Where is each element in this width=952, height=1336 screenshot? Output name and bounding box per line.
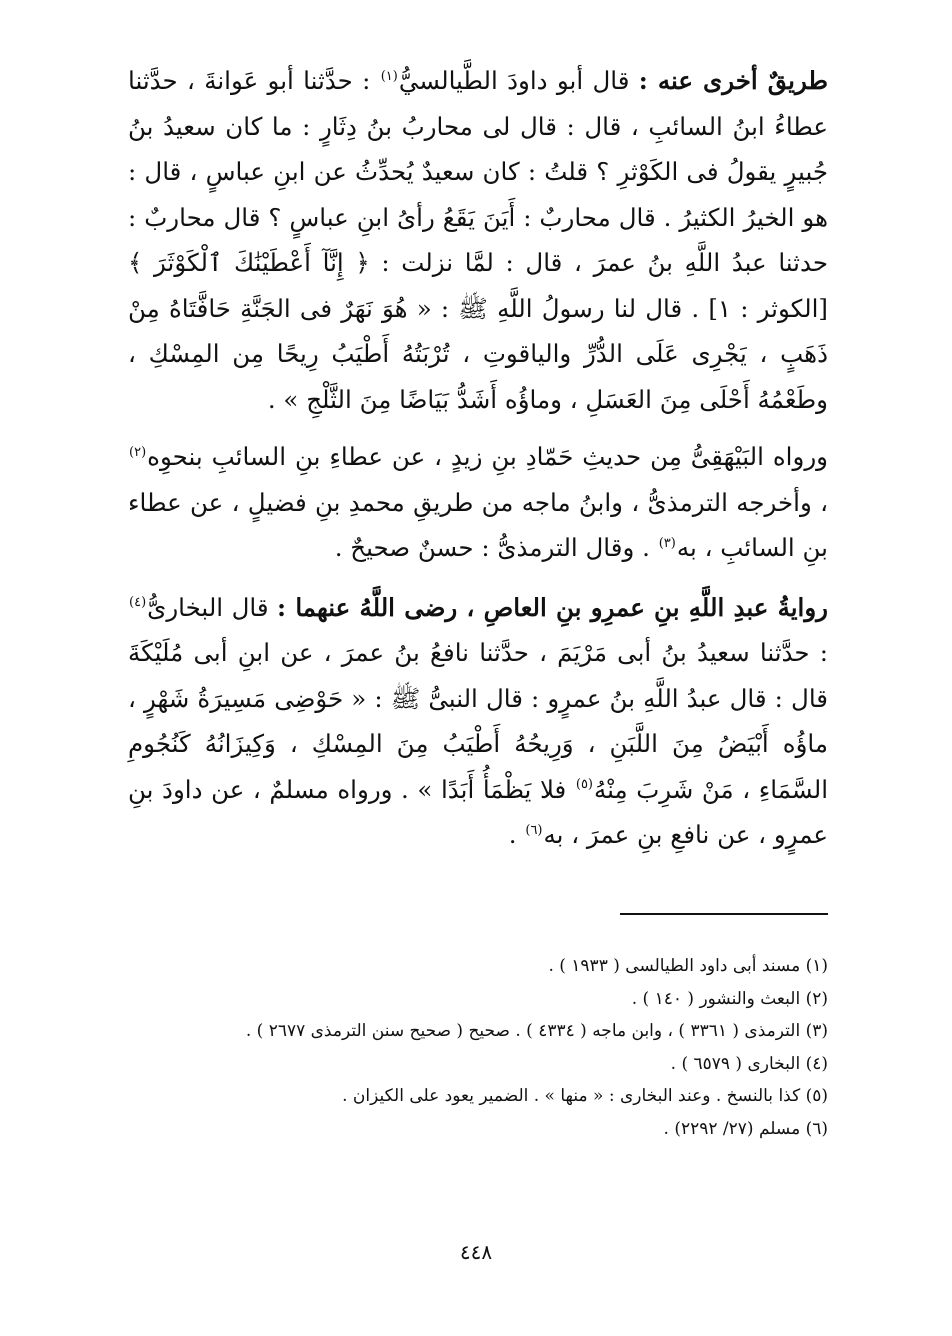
footnote-marker: (٢) — [129, 444, 147, 460]
section-heading: روايةُ عبدِ اللَّهِ بنِ عمرِو بنِ العاصِ ، رضى اللَّهُ عنهما : — [277, 592, 829, 622]
footnote-1: (١) مسند أبى داود الطيالسى ( ١٩٣٣ ) . — [548, 956, 828, 976]
paragraph-1 — [128, 58, 828, 422]
paragraph-2 — [128, 434, 828, 571]
footnote-separator — [620, 913, 828, 915]
footnotes — [120, 950, 828, 1145]
paragraph-text: : حدَّثنا أبو عَوانةَ ، حدَّثنا عطاءُ ابنُ السائبِ ، قال : قال لى محاربُ بنُ دِثَارٍ : ما كان سعيدُ بنُ جُبيرٍ يقولُ فى الكَوْثرِ ؟ قلتُ : كان سعيدٌ يُحدِّثُ عن ابنِ عباسٍ ، قال : هو الخيرُ الكثيرُ . قال محاربٌ : أَيَنَ يَقَعُ رأىُ ابنِ عباسٍ ؟ قال محاربٌ : حدثنا عبدُ اللَّهِ بنُ عمرَ ، قال : لمَّا نزلت : ﴿ إِنَّآ أَعْطَيْنَٰكَ ٱلْكَوْثَرَ ﴾ [الكوثر : ١] . قال لنا رسولُ اللَّهِ ﷺ : « هُوَ نَهَرٌ فى الجَنَّةِ حَافَّتَاهُ مِنْ ذَهَبٍ ، يَجْرِى عَلَى الدُّرِّ والياقوتِ ، تُرْبَتُهُ أَطْيَبُ رِيحًا مِن المِسْكِ ، وطَعْمُهُ أَحْلَى مِنَ العَسَلِ ، وماؤُه أَشَدُّ بَيَاضًا مِنَ الثَّلْجِ » . — [128, 66, 828, 414]
footnote-marker: (٦) — [525, 822, 543, 838]
footnote-marker: (٥) — [575, 777, 593, 793]
footnote-4: (٤) البخارى ( ٦٥٧٩ ) . — [670, 1053, 828, 1074]
paragraph-text: . وقال الترمذىُّ : حسنٌ صحيحٌ . — [334, 533, 650, 562]
footnote-marker: (٣) — [658, 535, 676, 551]
paragraph-text: فلا يَظْمَأُ أَبَدًا » . ورواه مسلمٌ ، عن داودَ بنِ عمرٍو ، عن نافعِ بنِ عمرَ ، به — [128, 774, 828, 849]
footnote-marker: (٤) — [129, 595, 147, 611]
page-number: ٤٤٨ — [459, 1240, 493, 1264]
footnote-marker: (١) — [380, 68, 398, 84]
paragraph-text: قال أبو داودَ الطَّيالسيُّ — [398, 66, 630, 95]
footnote-3: (٣) الترمذى ( ٣٣٦١ ) ، وابن ماجه ( ٤٣٣٤ ) . صحيح ( صحيح سنن الترمذى ٢٦٧٧ ) . — [245, 1021, 828, 1041]
paragraph-text: قال البخارىُّ — [147, 592, 269, 622]
paragraph-text: . — [508, 820, 517, 849]
paragraph-text: ، وأخرجه الترمذىُّ ، وابنُ ماجه من طريقِ محمدِ بنِ فضيلٍ ، عن عطاء بنِ السائبِ ، به — [128, 487, 828, 562]
footnote-6: (٦) مسلم (٢٧/ ٢٢٩٢) . — [663, 1118, 828, 1139]
paragraph-text: ورواه البَيْهَقِىُّ مِن حديثِ حَمّادِ بنِ زيدٍ ، عن عطاءِ بنِ السائبِ بنحوِه — [147, 442, 828, 471]
main-text — [128, 58, 828, 858]
section-heading: طريقٌ أخرى عنه : — [638, 66, 828, 95]
footnote-2: (٢) البعث والنشور ( ١٤٠ ) . — [631, 988, 828, 1009]
footnote-5: (٥) كذا بالنسخ . وعند البخارى : « منها » . الضمير يعود على الكيزان . — [342, 1086, 828, 1106]
paragraph-3 — [128, 585, 828, 858]
paragraph-text: : حدَّثنا سعيدُ بنُ أبى مَرْيَمَ ، حدَّثنا نافعُ بنُ عمرَ ، عن ابنِ أبى مُلَيْكَةَ قال : قال عبدُ اللَّهِ بنُ عمرٍو : قال النبىُّ ﷺ : « حَوْضِى مَسِيرَةُ شَهْرٍ ، ماؤُه أَبْيَضُ مِنَ اللَّبَنِ ، وَرِيحُهُ أَطْيَبُ مِنَ المِسْكِ ، وَكِيزَانُهُ كَنُجُومِ السَّمَاءِ ، مَنْ شَرِبَ مِنْهُ — [128, 638, 828, 804]
